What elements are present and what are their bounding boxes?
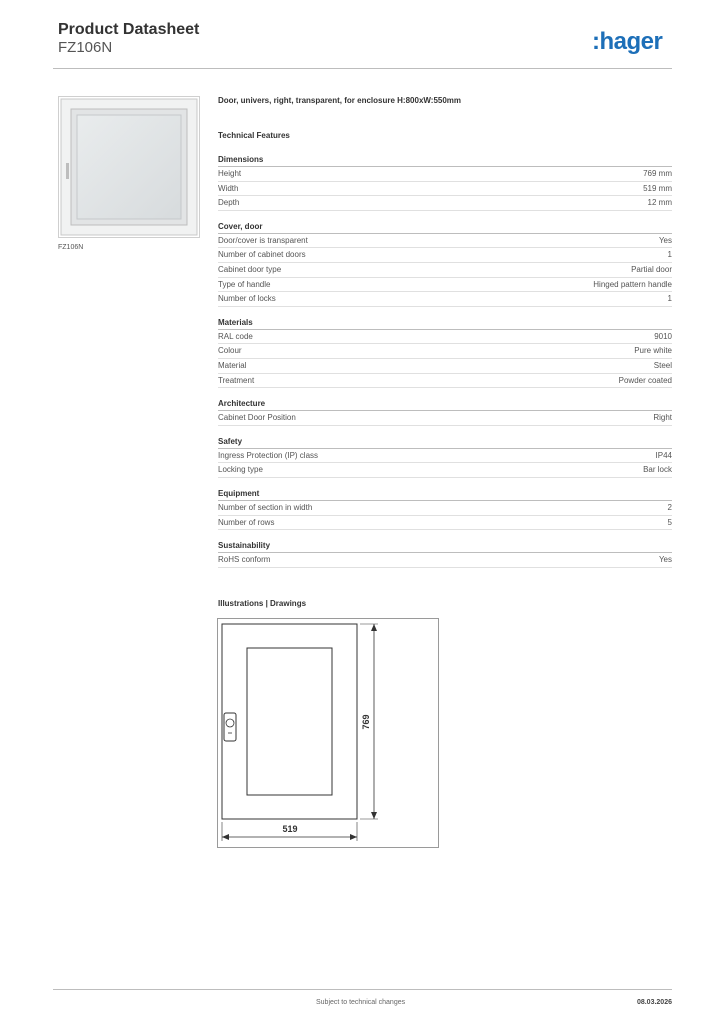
- window-outline: [247, 648, 332, 795]
- logo-dot: :: [592, 28, 600, 55]
- spec-value: 1: [667, 294, 672, 304]
- spec-row: [218, 292, 672, 307]
- spec-value: 2: [667, 502, 672, 512]
- spec-value: Yes: [658, 555, 672, 565]
- spec-value: 769 mm: [643, 169, 672, 178]
- technical-drawing: [217, 618, 439, 848]
- spec-label: Cabinet Door Position: [218, 413, 296, 423]
- spec-row: [218, 344, 672, 359]
- spec-section: [218, 397, 672, 426]
- spec-section: [218, 435, 672, 478]
- spec-label: Treatment: [218, 375, 255, 385]
- spec-section: [218, 316, 672, 388]
- spec-label: Number of section in width: [218, 502, 313, 512]
- spec-value: 5: [667, 517, 672, 527]
- spec-row: [218, 449, 672, 464]
- width-dim-label: 519: [282, 824, 298, 834]
- footer-note: Subject to technical changes: [316, 999, 406, 1006]
- header-divider: [53, 68, 672, 69]
- spec-section-title: Sustainability: [218, 539, 672, 553]
- spec-value: 519 mm: [643, 183, 672, 193]
- spec-value: 9010: [654, 331, 672, 341]
- spec-table: [218, 153, 672, 577]
- spec-value: IP44: [655, 450, 672, 460]
- spec-row: [218, 263, 672, 278]
- spec-row: [218, 234, 672, 249]
- spec-value: Pure white: [634, 346, 672, 356]
- spec-section-title: Safety: [218, 435, 672, 449]
- spec-label: RAL code: [218, 331, 253, 341]
- spec-row: [218, 196, 672, 211]
- spec-value: Bar lock: [643, 465, 672, 475]
- spec-section-title: Equipment: [218, 487, 672, 501]
- height-dim-label: 769: [361, 714, 371, 730]
- spec-label: RoHS conform: [218, 555, 271, 565]
- spec-row: [218, 516, 672, 531]
- spec-section-title: Architecture: [218, 397, 672, 411]
- product-photo: [58, 96, 200, 238]
- spec-section: [218, 220, 672, 307]
- spec-value: Steel: [653, 360, 672, 370]
- spec-label: Cabinet door type: [218, 264, 282, 274]
- spec-row: [218, 553, 672, 568]
- photo-caption: FZ106N: [58, 244, 84, 251]
- spec-row: [218, 411, 672, 426]
- page-title: Product Datasheet: [58, 21, 200, 38]
- door-outline: [222, 624, 357, 819]
- spec-value: Powder coated: [618, 375, 672, 385]
- door-photo-icon: [59, 97, 199, 237]
- spec-section-title: Dimensions: [218, 153, 672, 167]
- spec-row: [218, 278, 672, 293]
- spec-label: Height: [218, 169, 242, 178]
- spec-section-title: Materials: [218, 316, 672, 330]
- footer-date: 08.03.2026: [636, 999, 672, 1006]
- spec-row: [218, 330, 672, 345]
- spec-value: Partial door: [631, 264, 672, 274]
- hager-logo: [592, 28, 662, 56]
- spec-row: [218, 501, 672, 516]
- spec-label: Number of rows: [218, 517, 275, 527]
- spec-label: Depth: [218, 198, 240, 208]
- spec-value: 1: [667, 250, 672, 260]
- spec-label: Colour: [218, 346, 242, 356]
- footer-divider: [53, 989, 672, 990]
- spec-label: Number of locks: [218, 294, 276, 304]
- spec-section: [218, 539, 672, 568]
- spec-row: [218, 182, 672, 197]
- product-code: FZ106N: [58, 39, 113, 56]
- lock-circle: [226, 719, 234, 727]
- spec-value: Right: [653, 413, 672, 423]
- spec-value: 12 mm: [647, 198, 672, 208]
- spec-label: Width: [218, 183, 239, 193]
- spec-row: [218, 463, 672, 478]
- logo-text: hager: [599, 28, 663, 55]
- spec-section-title: Cover, door: [218, 220, 672, 234]
- spec-value: Yes: [658, 235, 672, 245]
- spec-label: Door/cover is transparent: [218, 235, 308, 245]
- illustrations-title: Illustrations | Drawings: [218, 599, 307, 608]
- spec-label: Material: [218, 360, 247, 370]
- technical-features-title: Technical Features: [218, 131, 290, 140]
- spec-row: [218, 167, 672, 182]
- spec-label: Number of cabinet doors: [218, 250, 306, 260]
- spec-label: Ingress Protection (IP) class: [218, 450, 319, 460]
- spec-row: [218, 374, 672, 389]
- spec-row: [218, 248, 672, 263]
- spec-value: Hinged pattern handle: [593, 279, 672, 289]
- door-drawing: [218, 619, 438, 847]
- spec-section: [218, 487, 672, 530]
- spec-row: [218, 359, 672, 374]
- spec-label: Type of handle: [218, 279, 271, 289]
- spec-section: [218, 153, 672, 211]
- product-description: Door, univers, right, transparent, for enclosure H:800xW:550mm: [218, 96, 462, 105]
- spec-label: Locking type: [218, 465, 263, 475]
